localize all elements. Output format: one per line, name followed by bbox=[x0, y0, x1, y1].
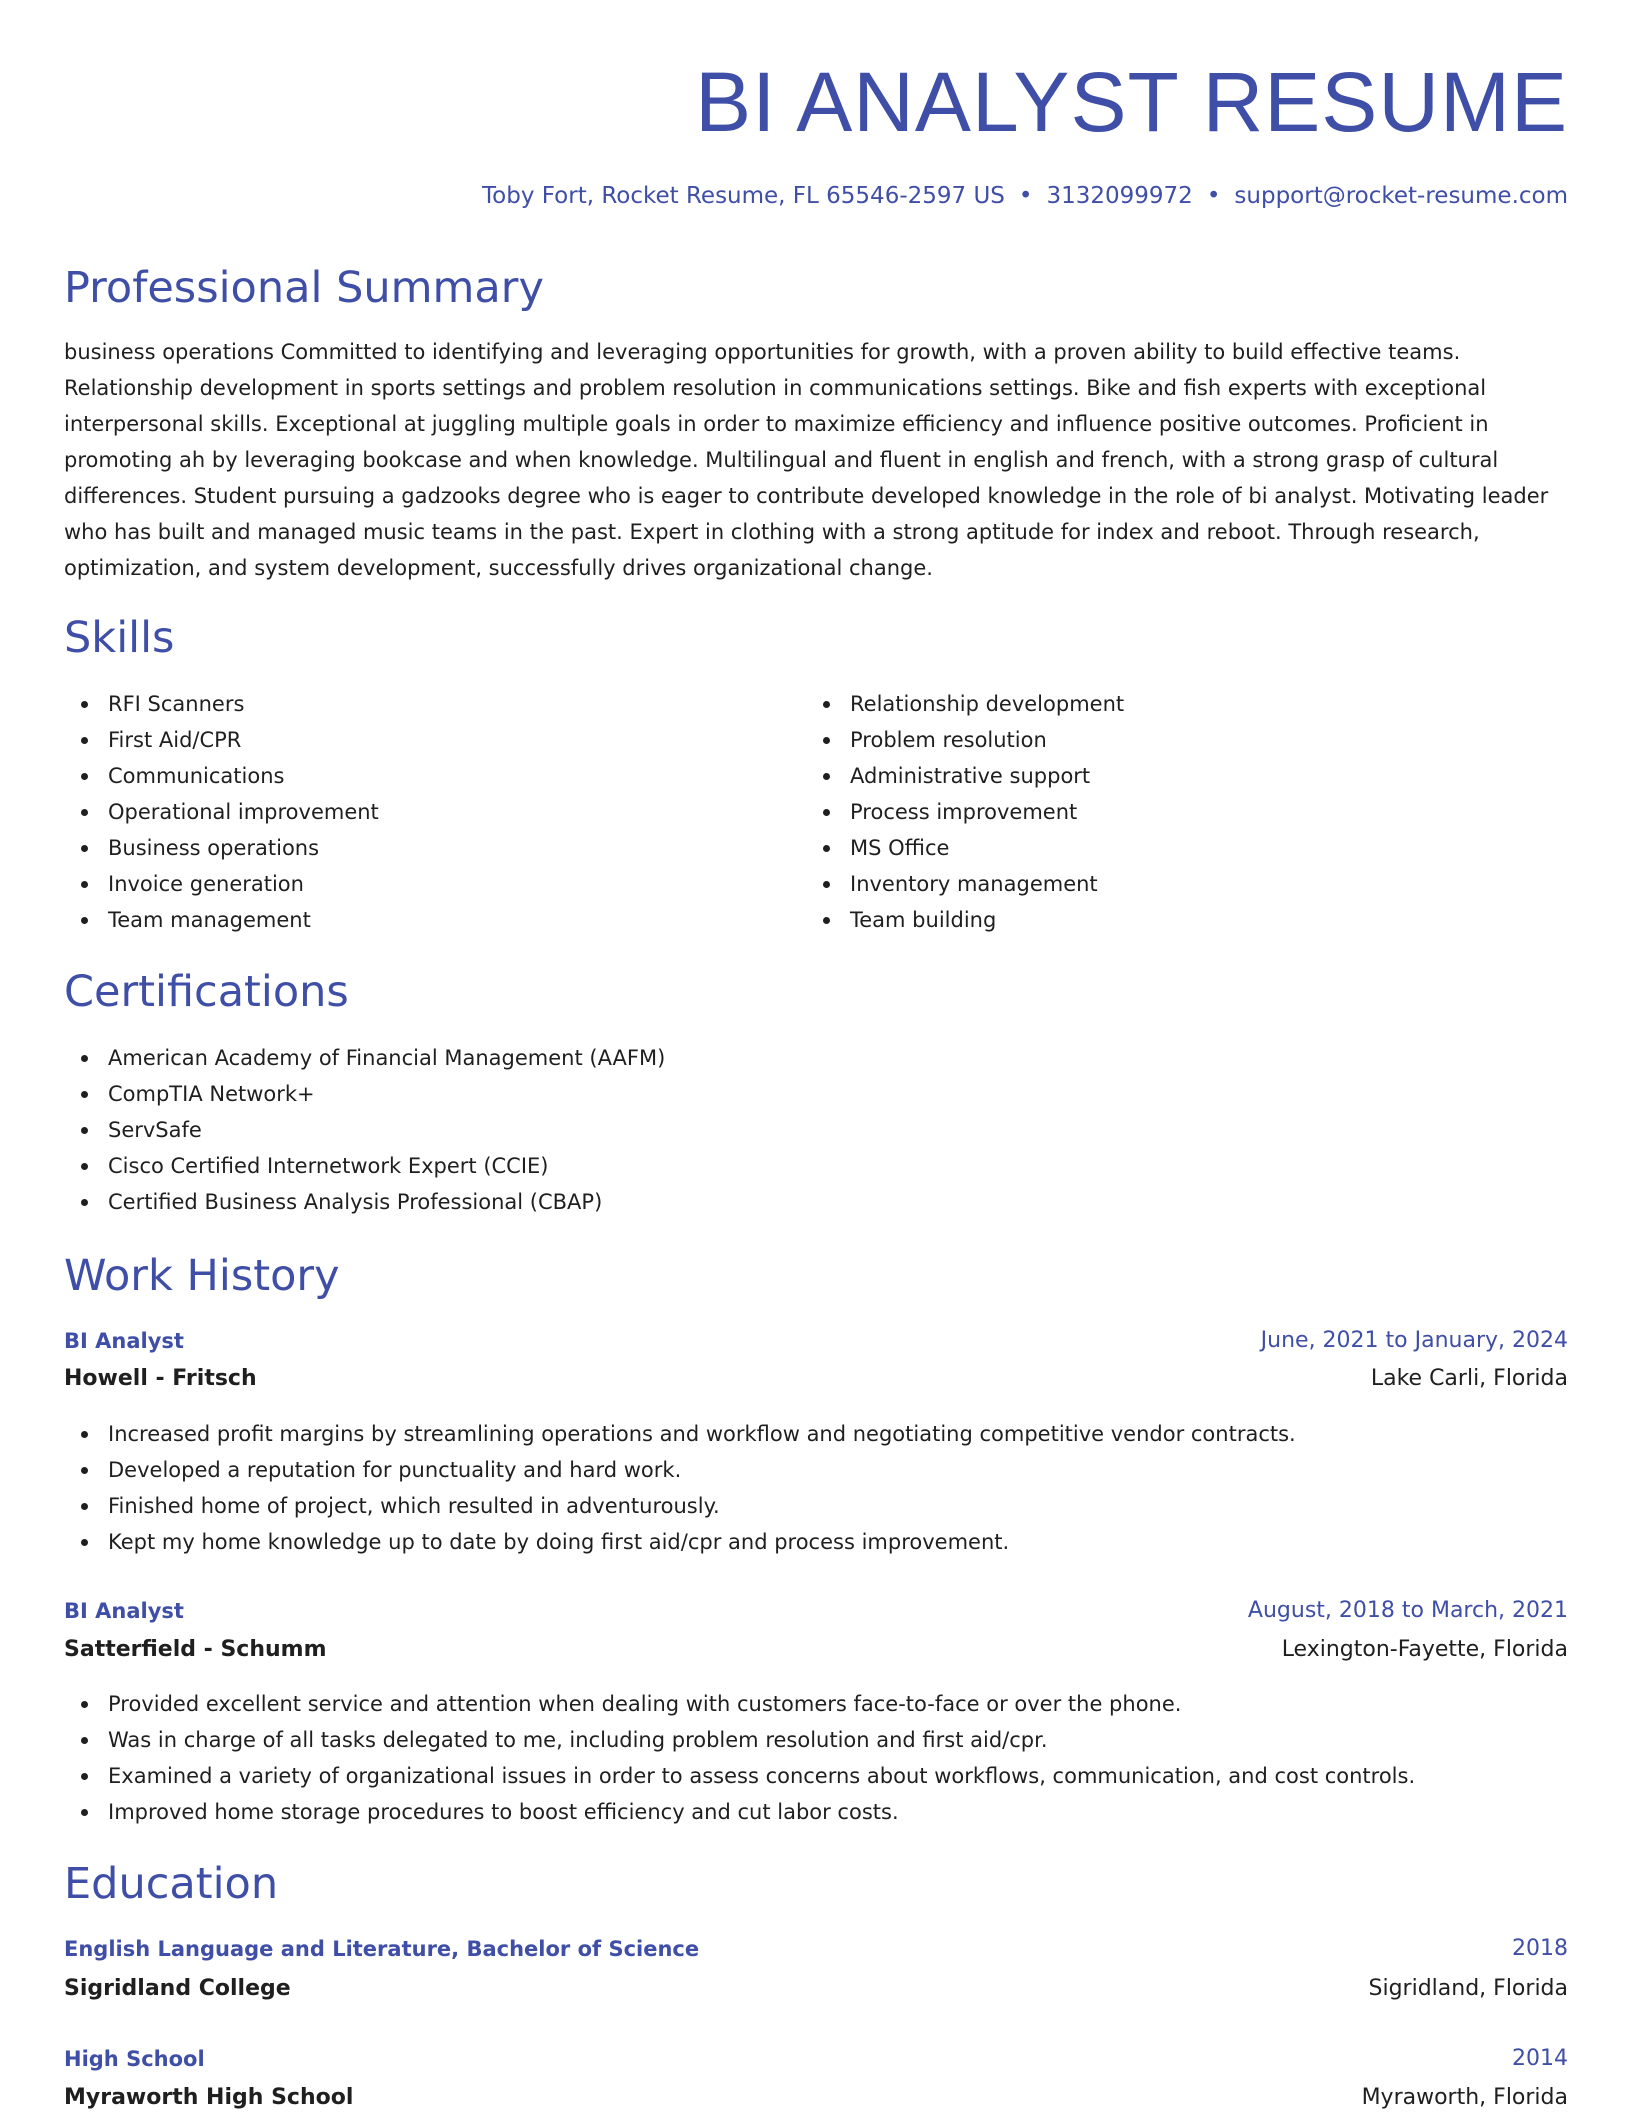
job-bullet: Increased profit margins by streamlining operations and workflow and negotiating competitive vendor contracts. bbox=[64, 1416, 1296, 1452]
job-bullet: Developed a reputation for punctuality and hard work. bbox=[64, 1452, 1296, 1488]
skill-item: Problem resolution bbox=[806, 722, 1124, 758]
job-header bbox=[64, 1593, 1568, 1629]
certification-item: ServSafe bbox=[64, 1112, 665, 1148]
skill-item: Administrative support bbox=[806, 758, 1124, 794]
contact-separator: • bbox=[1206, 183, 1221, 209]
contact-line bbox=[482, 180, 1568, 212]
education-school-row bbox=[64, 1971, 1568, 2007]
job-bullets bbox=[64, 1416, 1296, 1560]
skills-list-left bbox=[64, 686, 379, 938]
job-location: Lexington-Fayette, Florida bbox=[1281, 1637, 1568, 1662]
skill-item: Business operations bbox=[64, 830, 379, 866]
job-bullet: Provided excellent service and attention when dealing with customers face-to-face or over the phone. bbox=[64, 1686, 1415, 1722]
education-degree: High School bbox=[64, 2047, 205, 2071]
skill-item: Process improvement bbox=[806, 794, 1124, 830]
education-header bbox=[64, 2041, 1568, 2077]
education-year: 2018 bbox=[1512, 1936, 1568, 1961]
education-heading: Education bbox=[64, 1859, 279, 1909]
job-company: Satterfield - Schumm bbox=[64, 1637, 327, 1662]
certification-item: Certified Business Analysis Professional (CBAP) bbox=[64, 1184, 665, 1220]
certification-item: CompTIA Network+ bbox=[64, 1076, 665, 1112]
job-bullet: Was in charge of all tasks delegated to me, including problem resolution and first aid/cpr. bbox=[64, 1722, 1415, 1758]
page-title: BI ANALYST RESUME bbox=[695, 55, 1568, 149]
education-degree: English Language and Literature, Bachelor of Science bbox=[64, 1937, 700, 1961]
job-title: BI Analyst bbox=[64, 1599, 184, 1623]
skill-item: Relationship development bbox=[806, 686, 1124, 722]
skill-item: Invoice generation bbox=[64, 866, 379, 902]
job-bullet: Examined a variety of organizational issues in order to assess concerns about workflows, communication, and cost controls. bbox=[64, 1758, 1415, 1794]
education-location: Myraworth, Florida bbox=[1361, 2085, 1568, 2110]
job-bullet: Kept my home knowledge up to date by doing first aid/cpr and process improvement. bbox=[64, 1524, 1296, 1560]
job-company-row bbox=[64, 1632, 1568, 1668]
job-header bbox=[64, 1323, 1568, 1359]
education-year: 2014 bbox=[1512, 2046, 1568, 2071]
skill-item: RFI Scanners bbox=[64, 686, 379, 722]
education-location: Sigridland, Florida bbox=[1368, 1976, 1568, 2001]
skill-item: Team building bbox=[806, 902, 1124, 938]
skill-item: First Aid/CPR bbox=[64, 722, 379, 758]
work-history-heading: Work History bbox=[64, 1251, 340, 1301]
job-dates: August, 2018 to March, 2021 bbox=[1247, 1598, 1568, 1623]
contact-email: support@rocket-resume.com bbox=[1234, 183, 1568, 209]
certifications-list bbox=[64, 1040, 665, 1220]
job-company: Howell - Fritsch bbox=[64, 1366, 257, 1391]
job-title: BI Analyst bbox=[64, 1329, 184, 1353]
contact-separator: • bbox=[1018, 183, 1033, 209]
job-bullets bbox=[64, 1686, 1415, 1830]
contact-address: Toby Fort, Rocket Resume, FL 65546-2597 US bbox=[482, 183, 1005, 209]
skill-item: MS Office bbox=[806, 830, 1124, 866]
education-school: Myraworth High School bbox=[64, 2085, 354, 2110]
job-bullet: Finished home of project, which resulted in adventurously. bbox=[64, 1488, 1296, 1524]
job-company-row bbox=[64, 1361, 1568, 1397]
certification-item: American Academy of Financial Management (AAFM) bbox=[64, 1040, 665, 1076]
skill-item: Operational improvement bbox=[64, 794, 379, 830]
education-school-row bbox=[64, 2080, 1568, 2116]
certifications-heading: Certifications bbox=[64, 967, 349, 1017]
summary-text: business operations Committed to identifying and leveraging opportunities for growth, with a proven ability to build effective teams. Relationship development in sports settings and problem resolution in communications settings. Bike and fish experts with exceptional interpersonal skills. Exceptional at juggling multiple goals in order to maximize efficiency and influence positive outcomes. Proficient in promoting ah by leveraging bookcase and when knowledge. Multilingual and fluent in english and french, with a strong grasp of cultural differences. Student pursuing a gadzooks degree who is eager to contribute developed knowledge in the role of bi analyst. Motivating leader who has built and managed music teams in the past. Expert in clothing with a strong aptitude for index and reboot. Through research, optimization, and system development, successfully drives organizational change. bbox=[64, 340, 1549, 580]
skill-item: Team management bbox=[64, 902, 379, 938]
job-bullet: Improved home storage procedures to boost efficiency and cut labor costs. bbox=[64, 1794, 1415, 1830]
education-header bbox=[64, 1931, 1568, 1967]
summary-heading: Professional Summary bbox=[64, 263, 544, 313]
certification-item: Cisco Certified Internetwork Expert (CCIE) bbox=[64, 1148, 665, 1184]
skill-item: Communications bbox=[64, 758, 379, 794]
skills-heading: Skills bbox=[64, 613, 175, 663]
skills-list-right bbox=[806, 686, 1124, 938]
job-location: Lake Carli, Florida bbox=[1370, 1366, 1568, 1391]
job-dates: June, 2021 to January, 2024 bbox=[1260, 1328, 1568, 1353]
contact-phone: 3132099972 bbox=[1046, 183, 1193, 209]
education-school: Sigridland College bbox=[64, 1976, 291, 2001]
skill-item: Inventory management bbox=[806, 866, 1124, 902]
